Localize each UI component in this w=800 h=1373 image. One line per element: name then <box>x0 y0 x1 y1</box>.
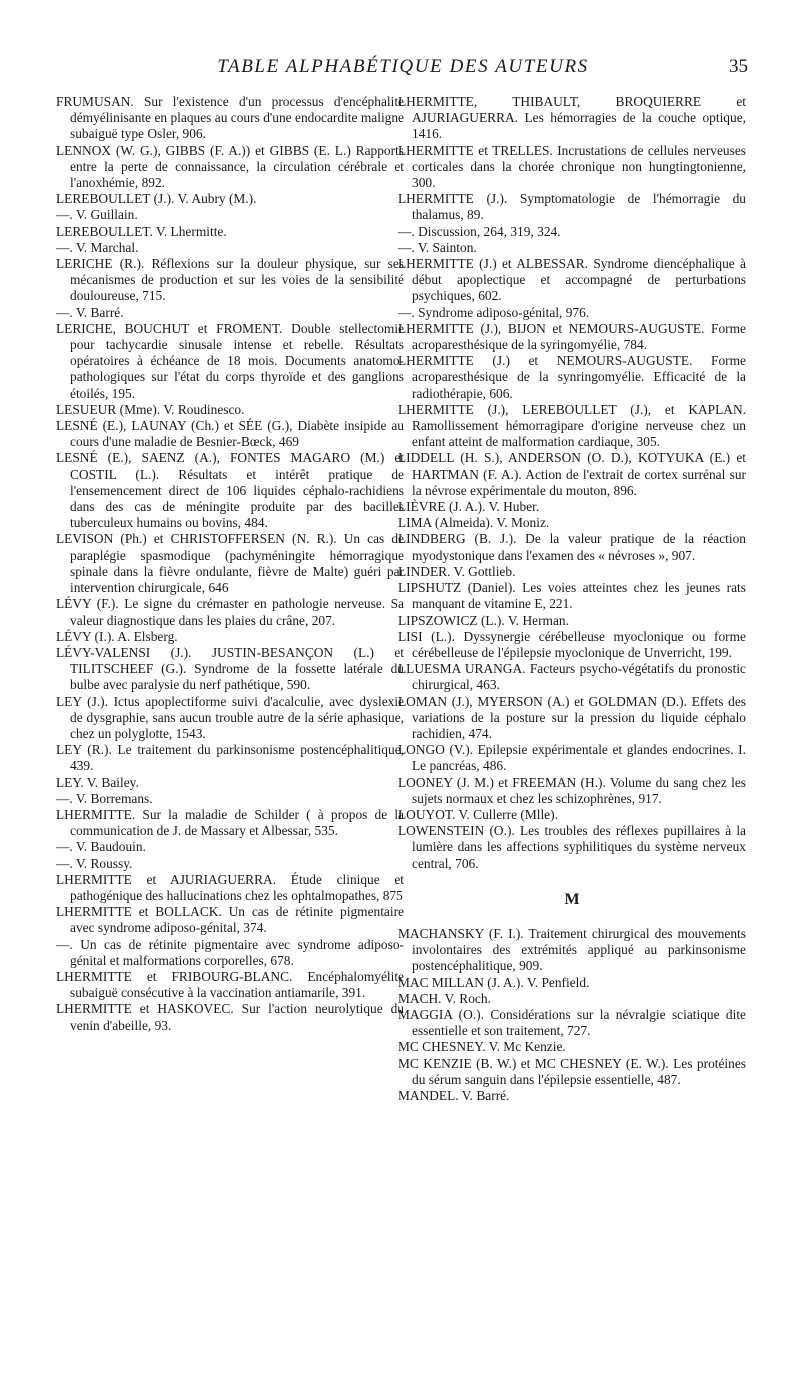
left-column <box>56 94 404 1034</box>
index-entry: LOUYOT. V. Cullerre (Mlle). <box>398 806 558 822</box>
index-entry: LEVISON (Ph.) et CHRISTOFFERSEN (N. R.). Un cas de paraplégie spasmodique (pachyméningite hémorragique spinale dans la fièvre ondulante, fièvre de Malte) guéri par intervention chirurgicale, 646 <box>56 531 404 596</box>
index-entry: LIPSHUTZ (Daniel). Les voies atteintes chez les jeunes rats manquant de vitamine E, 221. <box>398 580 746 612</box>
index-entry: LERICHE (R.). Réflexions sur la douleur physique, sur ses mécanismes de production et sur les voies de la sensibilité douloureuse, 715. <box>56 256 404 304</box>
index-entry: —. V. Roussy. <box>56 855 133 871</box>
index-entry: LERICHE, BOUCHUT et FROMENT. Double stellectomie pour tachycardie sinusale intense et rebelle. Résultats opératoires à échéance de 18 mois. Documents anatomo-pathologiques sur l'état du corps thyroïde et des ganglions étoilés, 195. <box>56 320 404 401</box>
index-entry: LINDER. V. Gottlieb. <box>398 563 516 579</box>
index-entry: —. V. Barré. <box>56 304 124 320</box>
index-entry: MACH. V. Roch. <box>398 990 491 1006</box>
index-entry: LIDDELL (H. S.), ANDERSON (O. D.), KOTYUKA (E.) et HARTMAN (F. A.). Action de l'extrait de cortex surrénal sur la névrose expérimentale du mouton, 896. <box>398 450 746 498</box>
index-entry: LEY (J.). Ictus apoplectiforme suivi d'acalculie, avec dyslexie de dysgraphie, sans aucun trouble autre de la série aphasique, chez un polyglotte, 1543. <box>56 693 404 741</box>
index-entry: LESUEUR (Mme). V. Roudinesco. <box>56 401 245 417</box>
running-title: TABLE ALPHABÉTIQUE DES AUTEURS <box>217 56 589 77</box>
index-entry: LHERMITTE. Sur la maladie de Schilder ( à propos de la communication de J. de Massary et Albessar, 535. <box>56 806 404 839</box>
page-header <box>58 56 748 82</box>
index-entry: LLUESMA URANGA. Facteurs psycho-végétatifs du pronostic chirurgical, 463. <box>398 661 746 693</box>
index-entry: LIPSZOWICZ (L.). V. Herman. <box>398 612 569 628</box>
index-entry: LENNOX (W. G.), GIBBS (F. A.)) et GIBBS (E. L.) Rapports entre la perte de connaissance, la circulation cérébrale et l'anoxhémie, 892. <box>56 142 404 191</box>
index-entry: FRUMUSAN. Sur l'existence d'un processus d'encéphalite démyélinisante en plaques au cours d'une endocardite maligne subaiguë type Osler, 906. <box>56 94 404 142</box>
index-entry: —. Syndrome adiposo-génital, 976. <box>398 304 590 320</box>
index-entry: —. V. Borremans. <box>56 790 153 806</box>
index-entry: —. Discussion, 264, 319, 324. <box>398 223 561 239</box>
index-entry: MC CHESNEY. V. Mc Kenzie. <box>398 1039 566 1055</box>
index-entry: LHERMITTE (J.), BIJON et NEMOURS-AUGUSTE. Forme acroparesthésique de la syringomyélie, 784. <box>398 320 746 353</box>
index-entry: —. V. Sainton. <box>398 239 477 255</box>
index-entry: LEY. V. Bailey. <box>56 774 139 790</box>
index-entry: LESNÉ (E.), SAENZ (A.), FONTES MAGARO (M.) et COSTIL (L.). Résultats et intérêt pratique de l'ensemencement direct de 106 liquides céphalo-rachidiens dans des cas de méningite produite par des bacilles tuberculeux humains ou bovins, 484. <box>56 450 404 531</box>
index-entry: —. V. Guillain. <box>56 207 138 223</box>
index-entry: LÉVY (I.). A. Elsberg. <box>56 628 178 644</box>
index-entry: LHERMITTE et FRIBOURG-BLANC. Encéphalomyélite subaiguë consécutive à la vaccination antiamarile, 391. <box>56 968 404 1001</box>
index-entry: —. Un cas de rétinite pigmentaire avec syndrome adiposo-génital et malformations corporelles, 678. <box>56 936 404 968</box>
right-column-m-entries <box>398 926 746 1104</box>
index-entry: MAGGIA (O.). Considérations sur la névralgie sciatique dite essentielle et son traitement, 727. <box>398 1006 746 1039</box>
index-entry: LEY (R.). Le traitement du parkinsonisme postencéphalitique, 439. <box>56 742 404 774</box>
index-entry: LHERMITTE (J.), LEREBOULLET (J.), et KAPLAN. Ramollissement hémorragipare d'origine nerveuse chez un enfant atteint de malformation cardiaque, 305. <box>398 401 746 450</box>
index-entry: LÉVY (F.). Le signe du crémaster en pathologie nerveuse. Sa valeur diagnostique dans les plaies du crâne, 207. <box>56 596 404 628</box>
index-entry: LONGO (V.). Epilepsie expérimentale et glandes endocrines. I. Le pancréas, 486. <box>398 742 746 774</box>
index-entry: LHERMITTE, THIBAULT, BROQUIERRE et AJURIAGUERRA. Les hémorragies de la couche optique, 1416. <box>398 94 746 142</box>
index-entry: LHERMITTE (J.). Symptomatologie de l'hémorragie du thalamus, 89. <box>398 191 746 223</box>
index-entry: LÉVY-VALENSI (J.). JUSTIN-BESANÇON (L.) et TILITSCHEEF (G.). Syndrome de la fossette latérale du bulbe avec paralysie du nerf pathétique, 590. <box>56 644 404 693</box>
index-entry: LOONEY (J. M.) et FREEMAN (H.). Volume du sang chez les sujets normaux et chez les schizophrènes, 917. <box>398 774 746 806</box>
index-entry: LHERMITTE et AJURIAGUERRA. Étude clinique et pathogénique des hallucinations chez les ophtalmopathes, 875 <box>56 871 404 903</box>
index-entry: LHERMITTE et TRELLES. Incrustations de cellules nerveuses corticales dans la chorée chronique non hungtingtonienne, 300. <box>398 142 746 191</box>
index-entry: LHERMITTE (J.) et NEMOURS-AUGUSTE. Forme acroparesthésique de la synringomyélie. Efficacité de la radiothérapie, 606. <box>398 353 746 401</box>
index-entry: LESNÉ (E.), LAUNAY (Ch.) et SÉE (G.), Diabète insipide au cours d'une maladie de Besnier-Bœck, 469 <box>56 418 404 450</box>
index-entry: —. V. Marchal. <box>56 239 139 255</box>
index-entry: MAC MILLAN (J. A.). V. Penfield. <box>398 974 590 990</box>
index-entry: LHERMITTE et BOLLACK. Un cas de rétinite pigmentaire avec syndrome adiposo-génital, 374. <box>56 904 404 936</box>
index-entry: LINDBERG (B. J.). De la valeur pratique de la réaction myodystonique dans l'examen des « névroses », 907. <box>398 531 746 563</box>
index-entry: MACHANSKY (F. I.). Traitement chirurgical des mouvements involontaires des extrémités appliqué au parkinsonisme postencéphalitique, 909. <box>398 925 746 974</box>
index-entry: LOWENSTEIN (O.). Les troubles des réflexes pupillaires à la lumière dans les affections syphilitiques du système nerveux central, 706. <box>398 823 746 871</box>
index-entry: LIMA (Almeida). V. Moniz. <box>398 515 550 531</box>
index-entry: MC KENZIE (B. W.) et MC CHESNEY (E. W.). Les protéines du sérum sanguin dans l'épilepsie essentielle, 487. <box>398 1055 746 1087</box>
right-column <box>398 94 746 1104</box>
right-column-l-entries <box>398 94 746 872</box>
index-entry: —. V. Baudouin. <box>56 839 146 855</box>
index-entry: LISI (L.). Dyssynergie cérébelleuse myoclonique ou forme cérébelleuse de l'épilepsie myoclonique de Unverricht, 199. <box>398 628 746 660</box>
section-letter-heading: M <box>564 890 580 908</box>
index-entry: LIÈVRE (J. A.). V. Huber. <box>398 499 540 515</box>
index-entry: LHERMITTE (J.) et ALBESSAR. Syndrome diencéphalique à début apoplectique et accompagné de perturbations psychiques, 602. <box>398 256 746 304</box>
index-entry: LEREBOULLET. V. Lhermitte. <box>56 223 227 239</box>
index-entry: LOMAN (J.), MYERSON (A.) et GOLDMAN (D.). Effets des variations de la posture sur la pression du liquide céphalo rachidien, 474. <box>398 693 746 741</box>
index-entry: MANDEL. V. Barré. <box>398 1087 510 1103</box>
index-entry: LHERMITTE et HASKOVEC. Sur l'action neurolytique du venin d'abeille, 93. <box>56 1001 404 1033</box>
page-number: 35 <box>729 56 748 77</box>
index-entry: LEREBOULLET (J.). V. Aubry (M.). <box>56 191 257 207</box>
